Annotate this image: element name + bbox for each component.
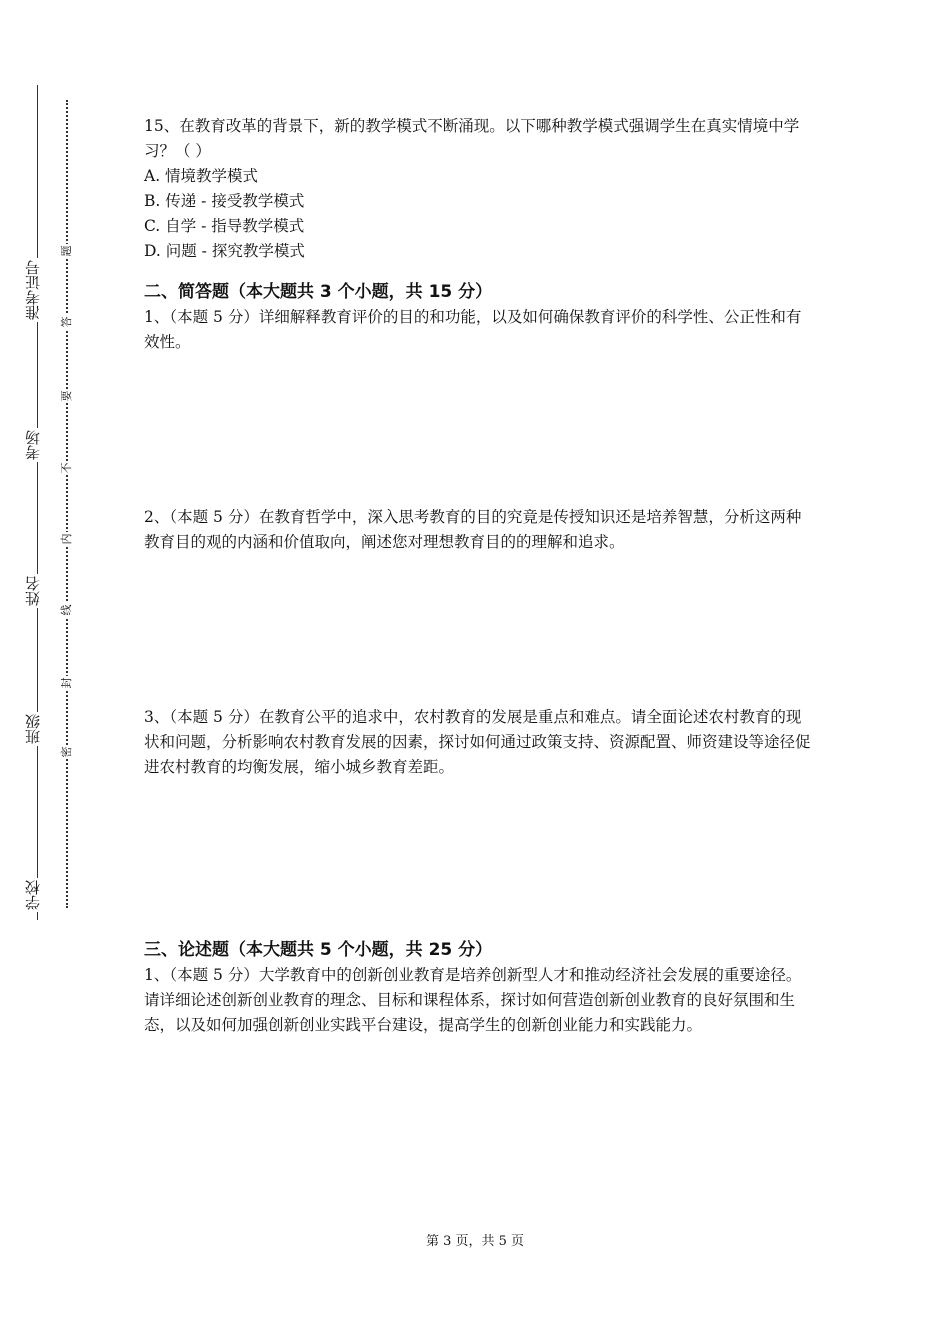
name-label: 姓名	[22, 574, 52, 608]
exam-content	[144, 114, 812, 1038]
seal-char: 题	[60, 245, 73, 257]
short-answer-question-3: 3、（本题 5 分）在教育公平的追求中，农村教育的发展是重点和难点。请全面论述农村教育的现状和问题，分析影响农村教育发展的因素，探讨如何通过政策支持、资源配置、师资建设等途径促进农村教育的均衡发展，缩小城乡教育差距。	[144, 708, 811, 776]
option-d: D. 问题 - 探究教学模式	[144, 242, 305, 260]
seal-char: 要	[60, 390, 73, 402]
seal-char: 封	[60, 677, 73, 689]
binding-solid-line	[37, 85, 38, 920]
seal-dotted-line	[66, 100, 68, 908]
seal-char: 内	[60, 533, 73, 545]
short-answer-question-2: 2、（本题 5 分）在教育哲学中，深入思考教育的目的究竟是传授知识还是培养智慧，分析这两种教育目的观的内涵和价值取向，阐述您对理想教育目的的理解和追求。	[144, 508, 802, 551]
option-b: B. 传递 - 接受教学模式	[144, 192, 305, 210]
admission-number-label: 准考证号	[22, 258, 52, 322]
seal-char: 答	[60, 316, 73, 328]
section-2-title: 二、简答题（本大题共 3 个小题，共 15 分）	[144, 282, 493, 302]
seal-char: 线	[60, 604, 73, 616]
exam-room-label: 考场	[22, 428, 52, 462]
section-3-title: 三、论述题（本大题共 5 个小题，共 25 分）	[144, 940, 493, 960]
school-label: 学校	[22, 878, 52, 912]
page-footer: 第 3 页，共 5 页	[425, 1234, 525, 1249]
class-label: 班级	[22, 712, 52, 746]
binding-margin	[0, 0, 100, 1344]
option-c: C. 自学 - 指导教学模式	[144, 217, 305, 235]
essay-question-1: 1、（本题 5 分）大学教育中的创新创业教育是培养创新型人才和推动经济社会发展的重要途径。请详细论述创新创业教育的理念、目标和课程体系，探讨如何营造创新创业教育的良好氛围和生态，以及如何加强创新创业实践平台建设，提高学生的创新创业能力和实践能力。	[144, 966, 802, 1034]
question-15-stem: 15、在教育改革的背景下，新的教学模式不断涌现。以下哪种教学模式强调学生在真实情境中学习？（ ）	[144, 117, 800, 160]
seal-char: 不	[60, 462, 73, 474]
option-a: A. 情境教学模式	[144, 167, 259, 185]
seal-char: 密	[60, 746, 73, 758]
short-answer-question-1: 1、（本题 5 分）详细解释教育评价的目的和功能，以及如何确保教育评价的科学性、公正性和有效性。	[144, 308, 802, 351]
